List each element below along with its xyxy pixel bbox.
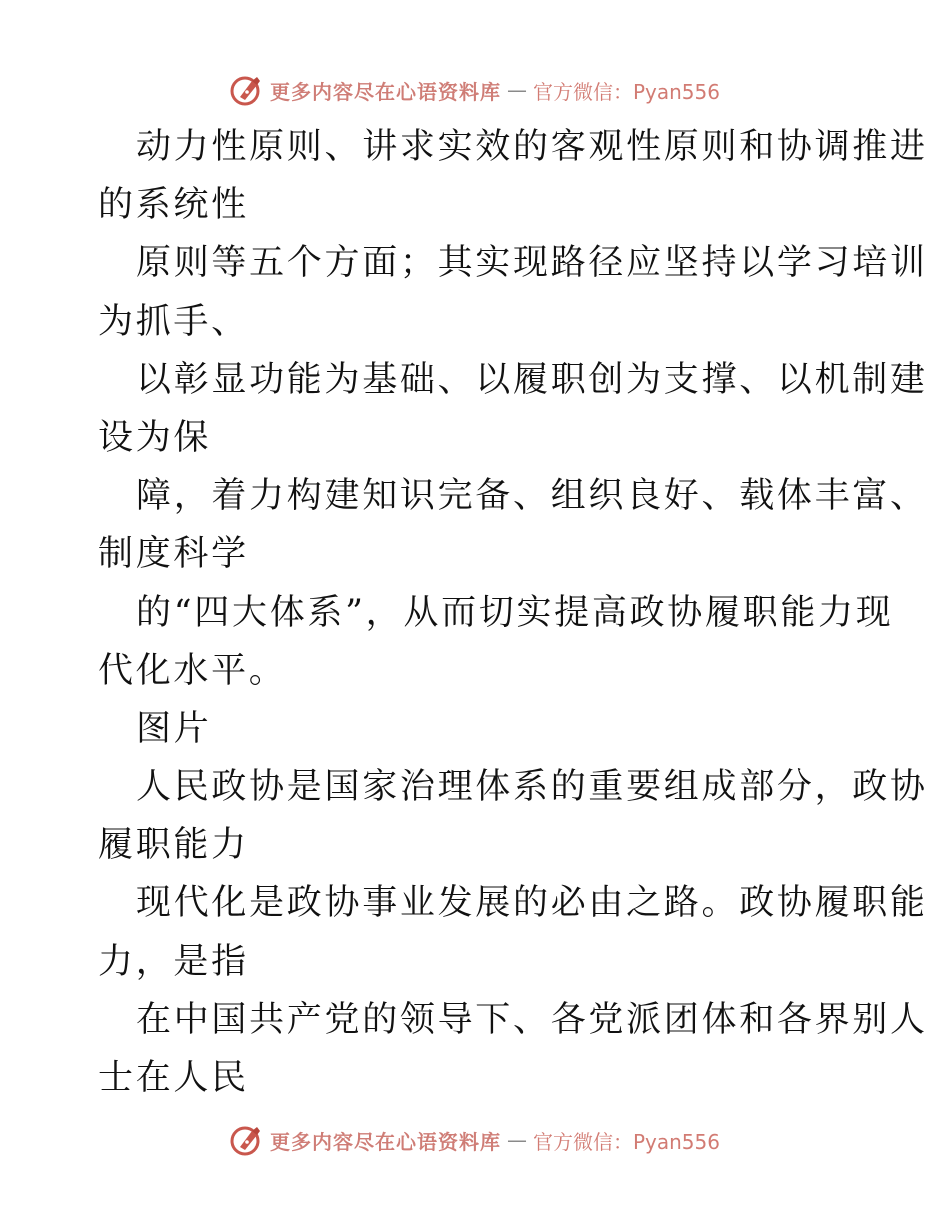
header-separator: — [506,78,527,102]
body-line: 障，着力构建知识完备、组织良好、载体丰富、 [136,476,928,517]
footer-wechat-text: 官方微信：Pyan556 [532,1129,720,1154]
header-wechat-text: 官方微信：Pyan556 [532,79,720,104]
pen-nib-logo-icon [230,1123,264,1157]
body-line: 力，是指 [98,941,249,982]
pen-nib-logo-icon [230,73,264,107]
body-line: 代化水平。 [98,650,287,691]
body-line: 的“四大体系”，从而切实提高政协履职能力现 [136,592,894,633]
body-line: 的系统性 [98,185,249,226]
body-line: 动力性原则、讲求实效的客观性原则和协调推进 [136,127,928,167]
header-site-text: 更多内容尽在心语资料库 [269,79,501,104]
body-line: 设为保 [98,417,212,458]
footer-separator: — [506,1128,527,1152]
body-line-image-caption: 图片 [136,708,212,749]
footer-banner [0,1118,950,1162]
body-line: 原则等五个方面；其实现路径应坚持以学习培训 [136,243,928,284]
body-line: 制度科学 [98,534,249,575]
body-line: 现代化是政协事业发展的必由之路。政协履职能 [136,883,928,924]
body-line: 履职能力 [98,825,249,866]
document-body [98,118,928,1107]
body-line: 士在人民 [98,1058,249,1098]
header-banner [0,68,950,112]
footer-site-text: 更多内容尽在心语资料库 [269,1129,501,1154]
body-line: 人民政协是国家治理体系的重要组成部分，政协 [136,767,928,808]
body-line: 为抓手、 [98,301,249,342]
body-line: 在中国共产党的领导下、各党派团体和各界别人 [136,999,928,1040]
body-line: 以彰显功能为基础、以履职创为支撑、以机制建 [136,359,928,400]
